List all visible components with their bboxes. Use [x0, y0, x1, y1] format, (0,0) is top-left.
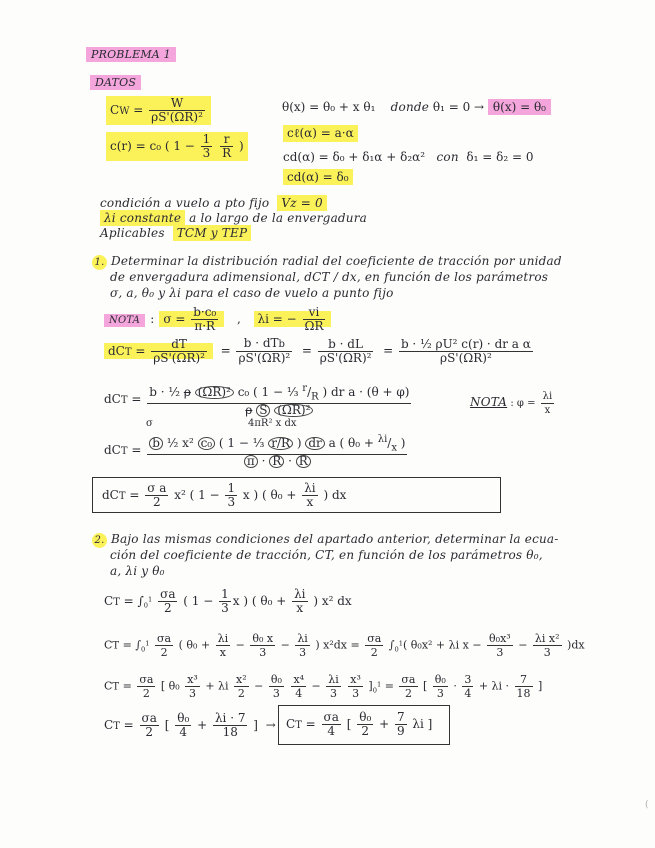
- p1-eq2-sigma: σ: [146, 418, 153, 429]
- p1-eq2: dCT = $\frac{b \cdot \frac{1}{2} \rho (\Omega R)^2 c_0 ( 1 - \frac{1}{3} ^r/_R ) dr a \cdot (\theta + \varphi)}{\text{ρ S (ΩR)²}}$: [104, 383, 410, 418]
- cd0-formula: cd(α) = δ₀: [283, 169, 353, 185]
- p2-int3: CT = $\frac{\sigma a}{2}$ [ θ₀ $\frac{\text{x³}}{3}$ + λi $\frac{\text{x²}}{2}$ − $\frac{\text{θ₀}}{3}$ $\frac{\text{x⁴}}{4}$ − $\frac{\lambda i}{3}$ $\frac{\text{x³}}{3}$ ]$_0^1$ = $\frac{\sigma a}{2}$ [ $\frac{\text{θ₀}}{3}$ · $\frac{3}{4}$ + λi · $\frac{7}{18}$ ]: [104, 673, 543, 700]
- p1-statement-3: σ, a, θ₀ y λi para el caso de vuelo a punto fijo: [110, 286, 394, 300]
- cw-formula: CW = $\frac{W}{\text{ρS'(ΩR)²}}$: [106, 96, 211, 125]
- p1-statement-1: 1. Determinar la distribución radial del coeficiente de tracción por unidad: [92, 254, 562, 270]
- p2-int1: CT = $\int_0^1$ $\frac{\sigma a}{2}$ ( 1 − $\frac{1}{3}$ x ) ( θ₀ + $\frac{\lambda i}{x}$ ) x² dx: [104, 587, 352, 615]
- p2-int4: CT = $\frac{\sigma a}{2}$ [ $\frac{\text{θ₀}}{4}$ + $\frac{\lambda i \cdot 7}{18}$ ] →: [104, 711, 276, 739]
- p1-nota: NOTA : σ = $\frac{\text{b·c₀}}{\pi\cdot R}$ , λi = − $\frac{vi}{\Omega R}$: [104, 306, 331, 333]
- p2-statement-3: a, λi y θ₀: [110, 564, 165, 578]
- condition-line-1: condición a vuelo a pto fijo Vz = 0: [100, 196, 327, 210]
- p2-int2: CT = $\int_0^1$ $\frac{\sigma a}{2}$ ( θ₀ + $\frac{\lambda i}{x}$ − $\frac{\text{θ₀ x}}{3}$ − $\frac{\lambda i}{3}$ ) x²dx = $\frac{\sigma a}{2}$ $\int_0^1$( θ₀x² + λi x − $\frac{\text{θ₀x³}}{3}$ − $\frac{\text{λi x²}}{3}$ )dx: [104, 632, 585, 659]
- cl-formula: cℓ(α) = a·α: [283, 125, 358, 142]
- p1-eq1: dCT = $\frac{dT}{\text{ρS'(ΩR)²}}$ = $\frac{\text{b · dTb}}{\text{ρS'(ΩR)²}}$ = $\frac{b \cdot dL}{\text{ρS'(ΩR)²}}$ = $\frac{\text{b · ½ ρU² c(r) · dr a α}}{\text{ρS'(ΩR)²}}$: [104, 337, 535, 365]
- p2-final: CT = $\frac{\sigma a}{4}$ [ $\frac{\text{θ₀}}{2}$ + $\frac{7}{9}$ λi ]: [286, 710, 433, 738]
- p1-eq2-area: 4πR² x dx: [248, 418, 297, 429]
- p1-eq3: dCT = $\frac{b \frac{1}{2} x^2 c_0 ( 1 - \frac{1}{3} r/R ) dr a ( \theta_0 + ^{\lambda i}/_x )}{\pi \cdot R \cdot R}$: [104, 434, 406, 469]
- theta-formula: θ(x) = θ₀ + x θ₁ donde θ₁ = 0 → θ(x) = θ₀: [282, 100, 551, 114]
- p2-statement-2: ción del coeficiente de tracción, CT, en función de los parámetros θ₀,: [110, 548, 543, 562]
- cd-formula: cd(α) = δ₀ + δ₁α + δ₂α² con δ₁ = δ₂ = 0: [283, 150, 534, 164]
- p2-statement-1: 2. Bajo las mismas condiciones del apartado anterior, determinar la ecua-: [92, 532, 559, 548]
- p1-statement-2: de envergadura adimensional, dCT / dx, en función de los parámetros: [110, 270, 549, 284]
- condition-line-3: Aplicables TCM y TEP: [100, 226, 251, 240]
- p1-nota2: NOTA : φ = $\frac{\lambda i}{x}$: [470, 391, 553, 416]
- page-corner-mark: (: [645, 800, 649, 810]
- condition-line-2: λi constante a lo largo de la envergadura: [100, 211, 367, 225]
- page-title: PROBLEMA 1: [86, 47, 176, 62]
- chord-formula: c(r) = c₀ ( 1 − $\frac{1}{3}$ $\frac{r}{R}$ ): [106, 132, 248, 161]
- datos-label: DATOS: [90, 75, 141, 90]
- p1-result: dCT = $\frac{\text{σ a}}{2}$ x² ( 1 − $\frac{1}{3}$ x ) ( θ₀ + $\frac{\lambda i}{x}$ ) dx: [102, 481, 347, 509]
